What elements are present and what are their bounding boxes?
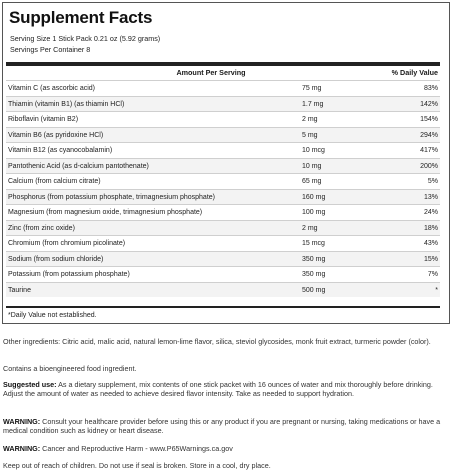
nutrient-row	[6, 266, 440, 282]
warning-label: WARNING:	[3, 444, 41, 453]
nutrient-amount: 160 mg	[302, 193, 326, 201]
nutrient-row	[6, 189, 440, 205]
suggested-use-label: Suggested use:	[3, 380, 57, 389]
nutrient-row	[6, 282, 440, 298]
nutrient-amount: 2 mg	[302, 116, 318, 123]
table-header	[6, 67, 440, 78]
nutrient-amount: 350 mg	[302, 271, 326, 278]
nutrient-amount: 1.7 mg	[302, 100, 324, 108]
nutrient-daily-value: 417%	[420, 147, 438, 154]
nutrient-daily-value: 43%	[423, 240, 438, 247]
nutrient-name: Vitamin B6 (as pyridoxine HCl)	[8, 131, 104, 139]
nutrient-name: Vitamin B12 (as cyanocobalamin)	[8, 147, 113, 154]
nutrient-name: Pantothenic Acid (as d-calcium pantothenate)	[8, 162, 149, 170]
nutrient-daily-value: 5%	[427, 178, 438, 185]
nutrient-daily-value: 83%	[423, 85, 438, 92]
nutrient-amount: 75 mg	[302, 85, 322, 92]
nutrient-daily-value: 200%	[420, 162, 438, 170]
nutrient-daily-value: 154%	[420, 116, 438, 123]
nutrient-name: Riboflavin (vitamin B2)	[8, 116, 79, 123]
nutrient-row	[6, 220, 440, 236]
nutrient-daily-value: 18%	[423, 224, 438, 232]
storage-note: Keep out of reach of children. Do not use if seal is broken. Store in a cool, dry place.	[3, 461, 271, 470]
nutrient-name: Vitamin C (as ascorbic acid)	[8, 85, 96, 92]
nutrient-daily-value: *	[435, 286, 438, 294]
warning-label: WARNING:	[3, 417, 41, 426]
amount-per-serving-header: Amount Per Serving	[176, 68, 246, 77]
nutrient-amount: 10 mg	[302, 162, 322, 170]
nutrient-name: Taurine	[8, 286, 31, 294]
nutrient-name: Zinc (from zinc oxide)	[8, 224, 75, 232]
nutrient-daily-value: 24%	[423, 209, 438, 216]
nutrient-daily-value: 15%	[423, 255, 438, 263]
nutrient-amount: 2 mg	[302, 224, 318, 232]
nutrient-amount: 500 mg	[302, 286, 326, 294]
nutrient-table	[6, 80, 440, 297]
thick-divider	[6, 62, 440, 66]
nutrient-row	[6, 80, 440, 96]
nutrient-row	[6, 251, 440, 267]
suggested-use-text: As a dietary supplement, mix contents of one stick packet with 16 ounces of water and mix thoroughly before drinking. Adjust the amount of water as needed to achieve desired flavor intensity. Take as needed to support hydration.	[3, 380, 433, 399]
nutrient-row	[6, 158, 440, 174]
nutrient-name: Phosphorus (from potassium phosphate, trimagnesium phosphate)	[8, 193, 215, 201]
nutrient-amount: 350 mg	[302, 255, 326, 263]
nutrient-row	[6, 96, 440, 112]
other-ingredients: Other ingredients: Citric acid, malic acid, natural lemon-lime flavor, silica, steviol glycosides, monk fruit extract, turmeric powder (color).	[3, 337, 431, 346]
daily-value-header: % Daily Value	[391, 68, 438, 77]
nutrient-daily-value: 13%	[423, 193, 438, 201]
nutrient-row	[6, 111, 440, 127]
nutrient-daily-value: 294%	[420, 131, 438, 139]
nutrient-row	[6, 127, 440, 143]
nutrient-daily-value: 7%	[427, 271, 438, 278]
nutrient-name: Thiamin (vitamin B1) (as thiamin HCl)	[8, 100, 125, 108]
nutrient-name: Magnesium (from magnesium oxide, trimagnesium phosphate)	[8, 209, 203, 216]
bottom-divider	[6, 306, 440, 308]
nutrient-amount: 5 mg	[302, 131, 318, 139]
nutrient-amount: 100 mg	[302, 209, 326, 216]
nutrient-amount: 65 mg	[302, 178, 322, 185]
nutrient-daily-value: 142%	[420, 100, 438, 108]
nutrient-amount: 15 mcg	[302, 240, 325, 247]
daily-value-footnote: *Daily Value not established.	[8, 312, 97, 319]
nutrient-name: Sodium (from sodium chloride)	[8, 255, 104, 263]
warning-prop65-text: Cancer and Reproductive Harm - www.P65Warnings.ca.gov	[42, 444, 233, 453]
serving-size: Serving Size 1 Stick Pack 0.21 oz (5.92 grams)	[10, 34, 161, 43]
nutrient-row	[6, 142, 440, 158]
nutrient-row	[6, 173, 440, 189]
nutrient-row	[6, 235, 440, 251]
warning-consult-text: Consult your healthcare provider before using this or any product if you are pregnant or nursing, taking medications or have a medical condition such as kidney or heart disease.	[3, 417, 441, 436]
panel-title: Supplement Facts	[9, 8, 153, 27]
bioengineered-note: Contains a bioengineered food ingredient.	[3, 364, 137, 373]
nutrient-name: Calcium (from calcium citrate)	[8, 178, 101, 185]
nutrient-name: Chromium (from chromium picolinate)	[8, 240, 126, 247]
servings-per-container: Servings Per Container 8	[10, 45, 91, 54]
nutrient-amount: 10 mcg	[302, 147, 325, 154]
warning-consult	[3, 417, 447, 436]
warning-prop65	[3, 444, 447, 453]
nutrient-name: Potassium (from potassium phosphate)	[8, 271, 130, 278]
suggested-use	[3, 380, 447, 399]
nutrient-row	[6, 204, 440, 220]
